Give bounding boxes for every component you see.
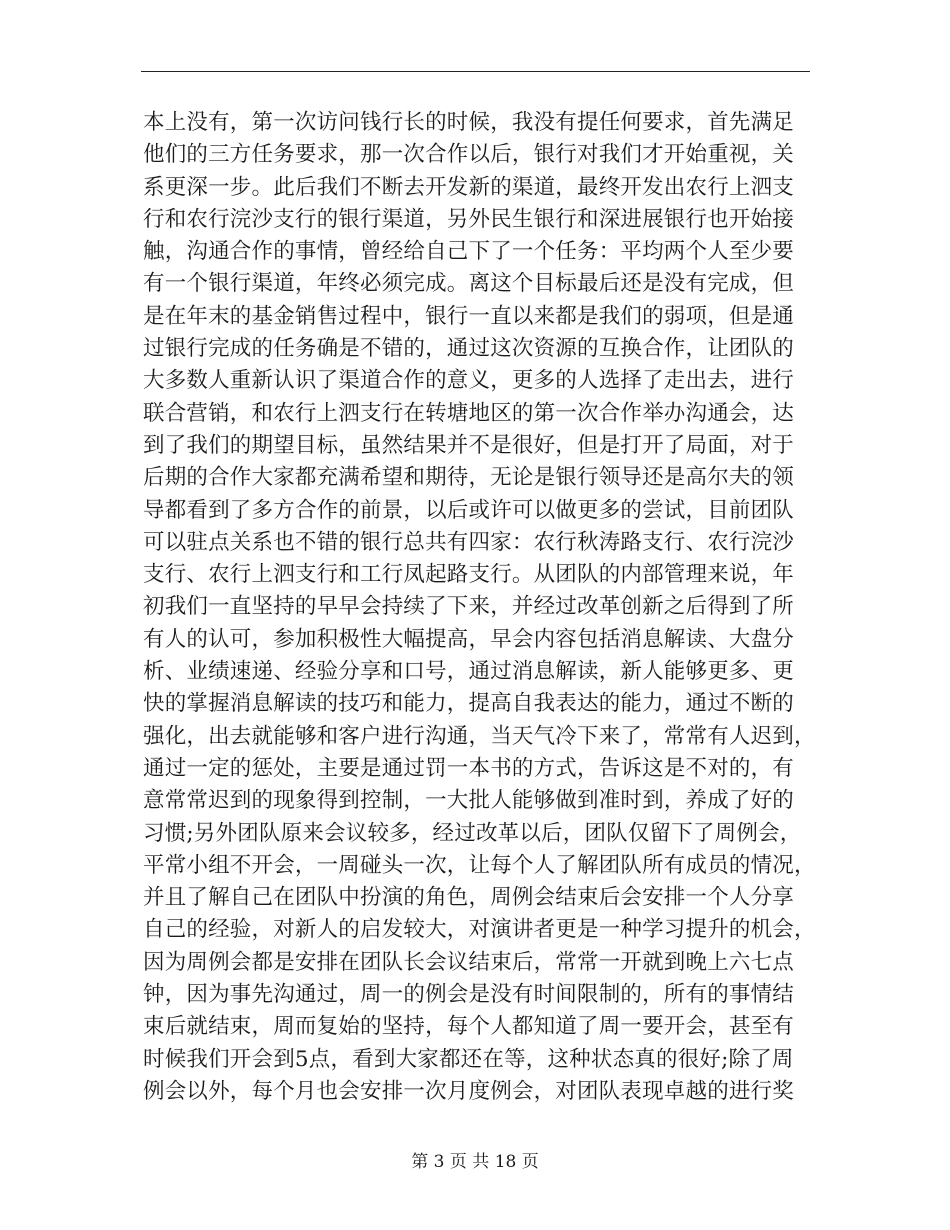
text-line: 快的掌握消息解读的技巧和能力，提高自我表达的能力，通过不断的 [143, 691, 795, 717]
text-line: 时候我们开会到5点，看到大家都还在等，这种状态真的很好;除了周 [143, 1046, 794, 1072]
text-line: 强化，出去就能够和客户进行沟通，当天气冷下来了，常常有人迟到， [143, 723, 816, 749]
text-line: 析、业绩速递、经验分享和口号，通过消息解读，新人能够更多、更 [143, 659, 795, 685]
text-line: 并且了解自己在团队中扮演的角色，周例会结束后会安排一个人分享 [143, 885, 795, 911]
header-rule [141, 71, 810, 72]
text-line: 行和农行浣沙支行的银行渠道，另外民生银行和深进展银行也开始接 [143, 206, 795, 232]
text-line: 可以驻点关系也不错的银行总共有四家：农行秋涛路支行、农行浣沙 [143, 529, 795, 555]
text-line: 到了我们的期望目标，虽然结果并不是很好，但是打开了局面，对于 [143, 432, 795, 458]
text-line: 是在年末的基金销售过程中，银行一直以来都是我们的弱项，但是通 [143, 303, 795, 329]
text-line: 支行、农行上泗支行和工行凤起路支行。从团队的内部管理来说，年 [143, 562, 795, 588]
text-line: 过银行完成的任务确是不错的，通过这次资源的互换合作，让团队的 [143, 336, 795, 362]
text-line: 大多数人重新认识了渠道合作的意义，更多的人选择了走出去，进行 [143, 368, 795, 394]
text-line: 平常小组不开会，一周碰头一次，让每个人了解团队所有成员的情况， [143, 852, 816, 878]
text-line: 自己的经验，对新人的启发较大，对演讲者更是一种学习提升的机会， [143, 917, 816, 943]
text-line: 通过一定的惩处，主要是通过罚一本书的方式，告诉这是不对的，有 [143, 755, 795, 781]
text-line: 习惯;另外团队原来会议较多，经过改革以后，团队仅留下了周例会， [143, 820, 802, 846]
text-line: 触，沟通合作的事情，曾经给自己下了一个任务：平均两个人至少要 [143, 239, 795, 265]
body-text [143, 107, 823, 1108]
text-line: 联合营销，和农行上泗支行在转塘地区的第一次合作举办沟通会，达 [143, 400, 795, 426]
text-line: 有人的认可，参加积极性大幅提高，早会内容包括消息解读、大盘分 [143, 626, 795, 652]
text-line: 系更深一步。此后我们不断去开发新的渠道，最终开发出农行上泗支 [143, 174, 795, 200]
text-line: 导都看到了多方合作的前景，以后或许可以做更多的尝试，目前团队 [143, 497, 795, 523]
text-line: 初我们一直坚持的早早会持续了下来，并经过改革创新之后得到了所 [143, 594, 795, 620]
text-line: 后期的合作大家都充满希望和期待，无论是银行领导还是高尔夫的领 [143, 465, 795, 491]
page-footer: 第 3 页 共 18 页 [411, 1152, 539, 1172]
text-line: 本上没有，第一次访问钱行长的时候，我没有提任何要求，首先满足 [143, 110, 795, 135]
text-line: 例会以外，每个月也会安排一次月度例会，对团队表现卓越的进行奖 [143, 1078, 795, 1104]
text-line: 因为周例会都是安排在团队长会议结束后，常常一开就到晚上六七点 [143, 949, 795, 975]
text-line: 有一个银行渠道，年终必须完成。离这个目标最后还是没有完成，但 [143, 271, 795, 297]
text-line: 他们的三方任务要求，那一次合作以后，银行对我们才开始重视，关 [143, 142, 795, 168]
text-line: 意常常迟到的现象得到控制，一大批人能够做到准时到，养成了好的 [143, 788, 795, 814]
text-line: 束后就结束，周而复始的坚持，每个人都知道了周一要开会，甚至有 [143, 1014, 795, 1040]
text-line: 钟，因为事先沟通过，周一的例会是没有时间限制的，所有的事情结 [143, 982, 795, 1008]
